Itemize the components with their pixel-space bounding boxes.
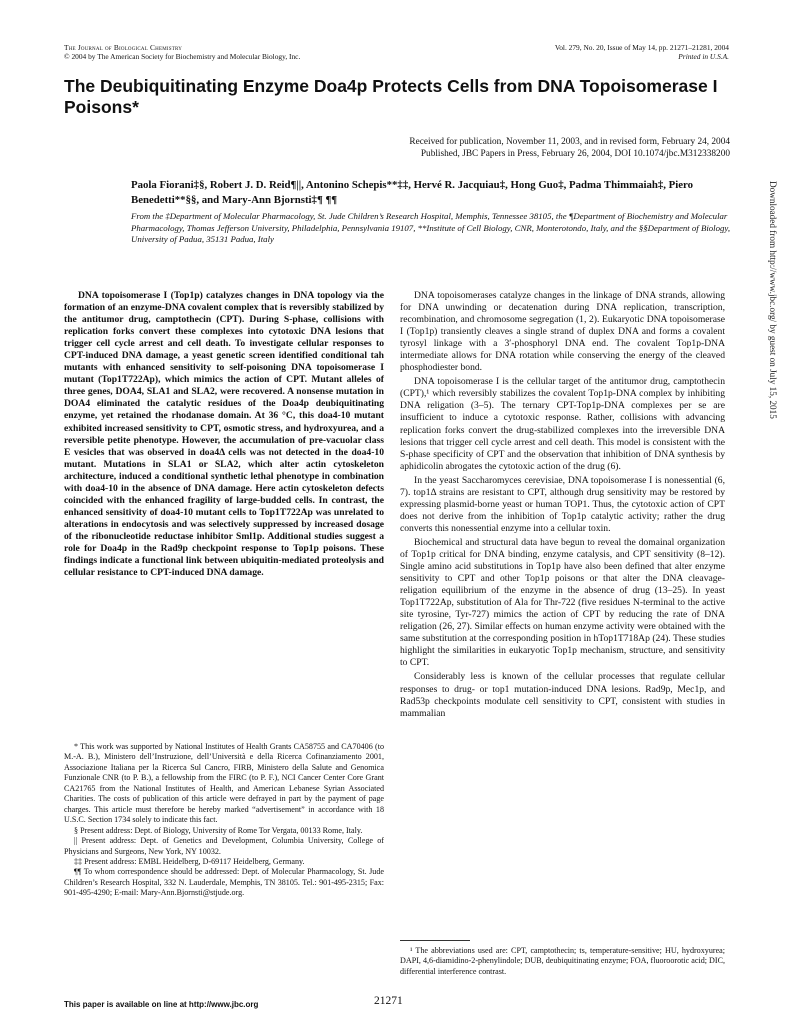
journal-name: The Journal of Biological Chemistry	[64, 43, 183, 52]
published-line: Published, JBC Papers in Press, February 26, 2004, DOI 10.1074/jbc.M312338200	[420, 149, 730, 160]
footnote-present-address-3: ‡‡ Present address: EMBL Heidelberg, D-69117 Heidelberg, Germany.	[74, 856, 305, 866]
journal-header-left	[64, 43, 300, 62]
footnote-correspondence: ¶¶ To whom correspondence should be addressed: Dept. of Molecular Pharmacology, St. Jude Children’s Research Hospital, 332 N. Lauderdale, Memphis, TN 38105. Tel.: 901-495-2315; Fax: 901-495-4290; E-mail: Mary-Ann.Bjornsti@stjude.org.	[64, 867, 384, 898]
author-list: Paola Fiorani‡§, Robert J. D. Reid¶||, Antonino Schepis**‡‡, Hervé R. Jacquiau‡, Hong Guo‡, Padma Thimmaiah‡, Piero Benedetti**§§, and Mary-Ann Bjornsti‡¶ ¶¶	[131, 179, 694, 206]
footnote-abbreviations: ¹ The abbreviations used are: CPT, camptothecin; ts, temperature-sensitive; HU, hydroxyurea; DAPI, 4,6-diamidino-2-phenylindole; DUB, deubiquitinating enzyme; FOA, fluoroorotic acid; DIC, differential interference contrast.	[400, 946, 725, 976]
article-title: The Deubiquitinating Enzyme Doa4p Protects Cells from DNA Topoisomerase I Poisons*	[64, 76, 718, 117]
footnotes-left	[64, 742, 384, 899]
body-paragraph: DNA topoisomerase I is the cellular target of the antitumor drug, camptothecin (CPT),¹ which reversibly stabilizes the covalent Top1p-DNA complex by inhibiting DNA religation (3–5). The ternary CPT-Top1p-DNA complexes per se are insufficient to induce a cytotoxic response. Rather, collisions with advancing replication forks convert the drug-stabilized complexes into the irreversible DNA lesions that trigger cell cycle arrest and cell death. This model is consistent with the S-phase specificity of CPT and the observation that inhibition of DNA synthesis by aphidicolin abrogates the cytotoxic action of the drug (6).	[400, 376, 725, 472]
printed-note: Printed in U.S.A.	[678, 52, 729, 62]
body-paragraph: DNA topoisomerases catalyze changes in the linkage of DNA strands, allowing for DNA unwinding or decatenation during DNA replication, transcription, recombination, and chromosome segregation (1, 2). Eukaryotic DNA topoisomerase I (Top1p) transiently cleaves a single strand of duplex DNA and forms a covalent tyrosyl linkage with a 3′-phosphoryl DNA end. The covalent Top1p-DNA intermediate allows for DNA rotation while conserving the energy of the cleaved phosphodiester bond.	[400, 290, 725, 374]
online-availability-note: This paper is available on line at http://www.jbc.org	[64, 1000, 259, 1009]
footnote-present-address-1: § Present address: Dept. of Biology, University of Rome Tor Vergata, 00133 Rome, Italy.	[74, 825, 363, 835]
received-line: Received for publication, November 11, 2003, and in revised form, February 24, 2004	[409, 137, 730, 147]
body-paragraph: Biochemical and structural data have begun to reveal the domainal organization of Top1p critical for DNA binding, enzyme catalysis, and CPT sensitivity (8–12). Single amino acid substitutions in Top1p have also been defined that alter enzyme sensitivity to CPT and other Top1p poisons or that alter the DNA cleavage-religation equilibrium of the enzyme in the absence of drug (13–25). In yeast Top1T722Ap, substitution of Ala for Thr-722 (five residues N-terminal to the active site tyrosine, Tyr-727) mimics the action of CPT by reducing the rate of DNA religation (26, 27). Similar effects on human enzyme activity were obtained with the same substitution at the corresponding position in hTop1T718Ap (24). These studies highlight the similarities in eukaryotic Top1p mechanism, structure, and sensitivity to CPT.	[400, 536, 725, 669]
abstract: DNA topoisomerase I (Top1p) catalyzes changes in DNA topology via the formation of an enzyme-DNA covalent complex that is reversibly stabilized by the antitumor drug, camptothecin (CPT). During S-phase, collisions with replication forks convert these complexes into cytotoxic DNA lesions that trigger cell cycle arrest and cell death. To investigate cellular responses to CPT-induced DNA damage, a yeast genetic screen identified conditional tah mutants with enhanced sensitivity to self-poisoning DNA topoisomerase I mutant (Top1T722Ap), which mimics the action of CPT. Mutant alleles of three genes, DOA4, SLA1 and SLA2, were recovered. A nonsense mutation in DOA4 eliminated the catalytic residues of the Doa4p deubiquitinating enzyme, yet retained the rhodanase domain. At 36 °C, this doa4-10 mutant exhibited increased sensitivity to CPT, osmotic stress, and hydroxyurea, and a reversible petite phenotype. However, the accumulation of pre-vacuolar class E vesicles that was observed in doa4Δ cells was not detected in the doa4-10 mutant. Mutations in SLA1 or SLA2, which alter actin cytoskeleton architecture, induced a conditional synthetic lethal phenotype in combination with doa4-10 in the absence of DNA damage. Here actin cytoskeleton defects coincided with the enhanced fragility of large-budded cells. In contrast, the enhanced sensitivity of doa4-10 mutant cells to Top1T722Ap was unrelated to alterations in endocytosis and was selectively suppressed by increased dosage of the ribonucleotide reductase inhibitor Sml1p. Additional studies suggest a role for Doa4p in the Rad9p checkpoint response to Top1p poisons. These findings indicate a functional link between ubiquitin-mediated proteolysis and cellular resistance to CPT-induced DNA damage.	[64, 290, 384, 579]
footnote-present-address-2: || Present address: Dept. of Genetics and Development, Columbia University, College of Physicians and Surgeons, New York, NY 10032.	[64, 836, 384, 856]
volume-info: Vol. 279, No. 20, Issue of May 14, pp. 21271–21281, 2004	[554, 43, 729, 52]
download-watermark: Downloaded from http://www.jbc.org/ by guest on July 15, 2015	[768, 181, 778, 419]
body-paragraph: In the yeast Saccharomyces cerevisiae, DNA topoisomerase I is nonessential (6, 7). top1Δ strains are resistant to CPT, although drug sensitivity may be restored by expressing plasmid-borne yeast or human TOP1. Thus, the cytotoxic action of CPT does not derive from the inhibition of Top1p catalytic activity; rather the drug converts this nonessential enzyme into a cellular toxin.	[400, 474, 725, 534]
footnote-divider	[400, 940, 470, 941]
publication-dates	[409, 136, 730, 160]
copyright-line: © 2004 by The American Society for Biochemistry and Molecular Biology, Inc.	[64, 52, 301, 62]
footnote-funding: * This work was supported by National Institutes of Health Grants CA58755 and CA70406 (to M.-A. B.), Ministero dell’Instruzione, dell’Università e della Ricerca Cofinanziamento 2001, Associazione Italiana per la Ricerca Sul Cancro, FIRB, Ministero della Salute and Genomica Funzionale CNR (to P. B.), a fellowship from the FIRC (to P. F.), NCI Cancer Center Core Grant CA21765 from the National Institutes of Health, and American Lebanese Syrian Associated Charities. The costs of publication of this article were defrayed in part by the payment of page charges. This article must therefore be hereby marked “advertisement” in accordance with 18 U.S.C. Section 1734 solely to indicate this fact.	[64, 742, 384, 825]
affiliations: From the ‡Department of Molecular Pharmacology, St. Jude Children’s Research Hospital, Memphis, Tennessee 38105, the ¶Department of Biochemistry and Molecular Pharmacology, Thomas Jefferson University, Philadelphia, Pennsylvania 19107, **Institute of Cell Biology, CNR, Monterotondo, Italy, and the §§Department of Biology, University of Padua, 35131 Padua, Italy	[131, 211, 731, 245]
page-number: 21271	[374, 995, 403, 1007]
body-text	[400, 290, 725, 722]
body-paragraph: Considerably less is known of the cellular processes that regulate cellular responses to drug- or top1 mutation-induced DNA lesions. Rad9p, Mec1p, and Rad53p checkpoints modulate cell sensitivity to CPT, consistent with studies in mammalian	[400, 671, 725, 719]
journal-header-right	[555, 43, 729, 62]
